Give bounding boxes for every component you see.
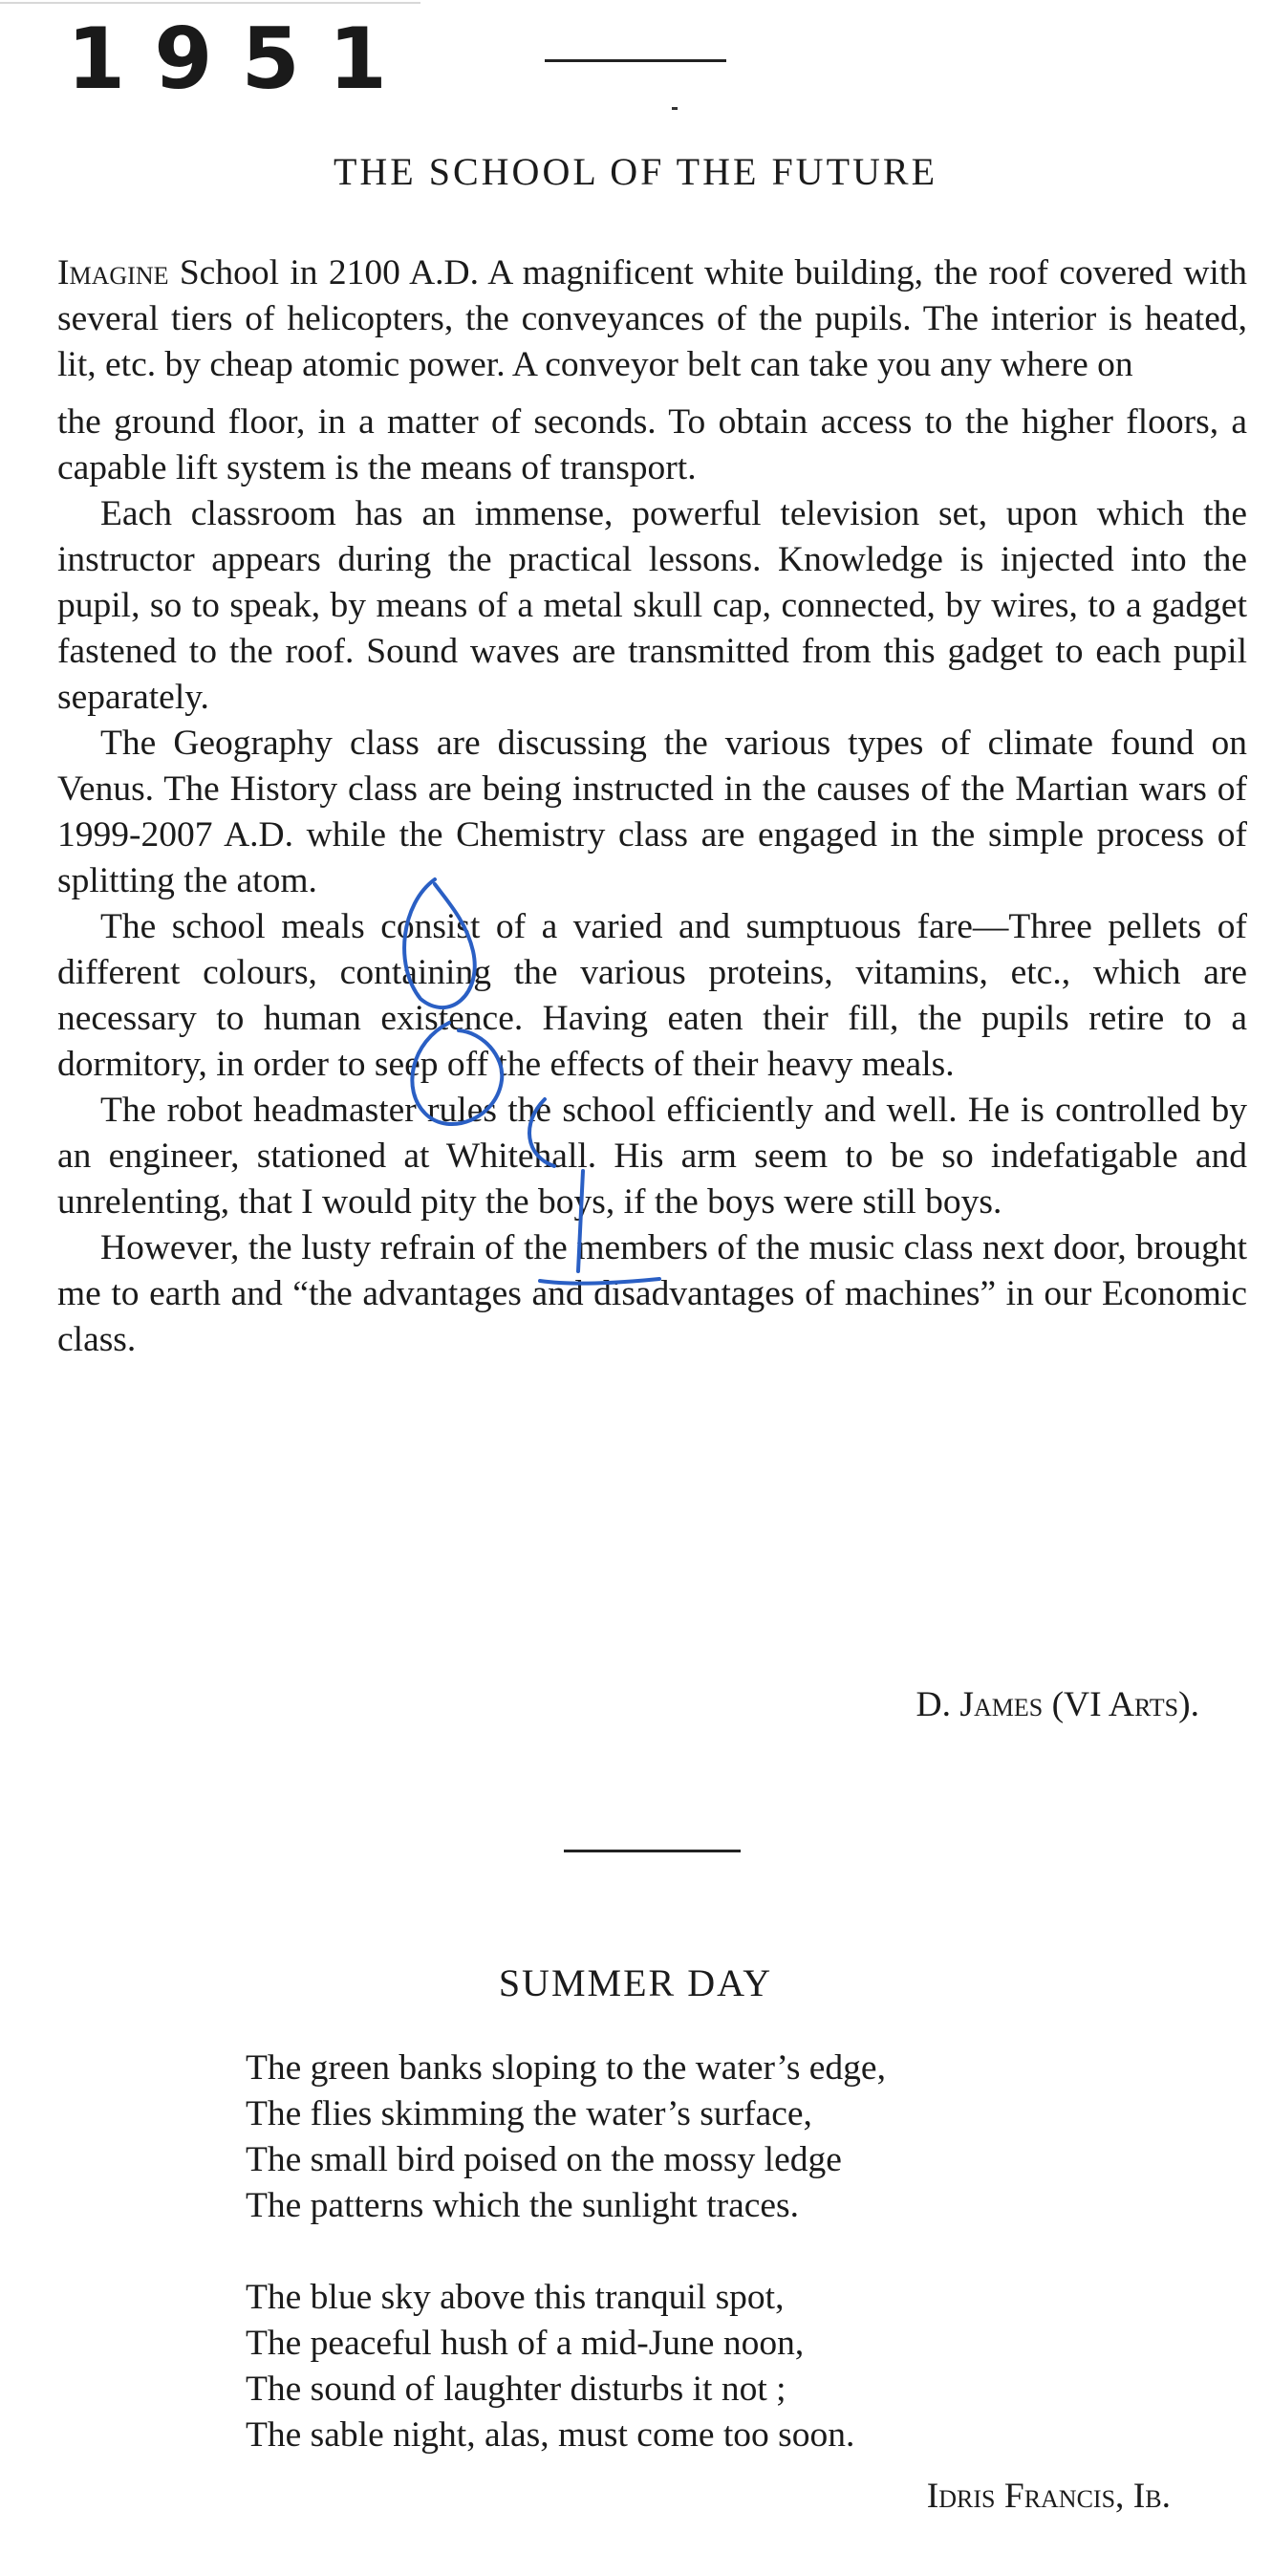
essay-paragraph-1-continued: the ground floor, in a matter of seconds. To obtain access to the higher floors, a capable lift system is the means of transport. xyxy=(57,402,1247,487)
essay-paragraph-1 xyxy=(57,250,1247,388)
poem-line: The sound of laughter disturbs it not ; xyxy=(246,2370,786,2409)
poem-title: SUMMER DAY xyxy=(498,1961,773,2004)
essay-body xyxy=(57,250,1247,1363)
poem-line: The patterns which the sunlight traces. xyxy=(246,2186,799,2225)
year-heading: 1951 xyxy=(67,10,416,108)
essay-paragraph-6: However, the lusty refrain of the members of the music class next door, brought me to earth and “the advantages and disadvantages of machines” in our Economic class. xyxy=(57,1228,1247,1359)
poem-line: The blue sky above this tranquil spot, xyxy=(246,2278,785,2317)
essay-paragraph-2: Each classroom has an immense, powerful television set, upon which the instructor appears during the practical lessons. Knowledge is injected into the pupil, so to speak, by means of a metal skull cap, connected, by wires, to a gadget fastened to the roof. Sound waves are transmitted from this gadget to each pupil separately. xyxy=(57,494,1247,717)
header-mark xyxy=(672,107,678,110)
essay-paragraph-3: The Geography class are discussing the various types of climate found on Venus. The History class are being instructed in the causes of the Martian wars of 1999-2007 A.D. while the Chemistry class are engaged in the simple process of splitting the atom. xyxy=(57,724,1247,900)
poem-line: The sable night, alas, must come too soon. xyxy=(246,2415,855,2455)
poem-line: The flies skimming the water’s surface, xyxy=(246,2094,812,2133)
essay-paragraph-4: The school meals consist of a varied and sumptuous fare—Three pellets of different colours, containing the various proteins, vitamins, etc., which are necessary to human existence. Having eaten their fill, the pupils retire to a dormitory, in order to seep off the effects of their heavy meals. xyxy=(57,907,1247,1084)
essay-paragraph-1-text: School in 2100 A.D. A magnificent white building, the roof covered with several tiers of helicopters, the conveyances of the pupils. The interior is heated, lit, etc. by cheap atomic power. A conveyor belt can take you any where on xyxy=(57,253,1247,384)
scan-top-edge-line xyxy=(0,2,420,4)
poem-line: The small bird poised on the mossy ledge xyxy=(246,2140,842,2179)
header-rule xyxy=(545,59,726,62)
essay-title: THE SCHOOL OF THE FUTURE xyxy=(333,150,938,193)
section-divider xyxy=(564,1850,741,1852)
poem-line: The peaceful hush of a mid-June noon, xyxy=(246,2324,805,2363)
essay-author: D. James (VI Arts). xyxy=(916,1685,1199,1724)
poem-line: The green banks sloping to the water’s edge, xyxy=(246,2048,886,2088)
poem-body xyxy=(246,2046,886,2458)
essay-paragraph-5: The robot headmaster rules the school efficiently and well. He is controlled by an engineer, stationed at Whitehall. His arm seem to be so indefatigable and unrelenting, that I would pity the boys, if the boys were still boys. xyxy=(57,1091,1247,1222)
poem-author: Idris Francis, Ib. xyxy=(926,2477,1171,2516)
essay-lead-word: Imagine xyxy=(57,253,169,292)
